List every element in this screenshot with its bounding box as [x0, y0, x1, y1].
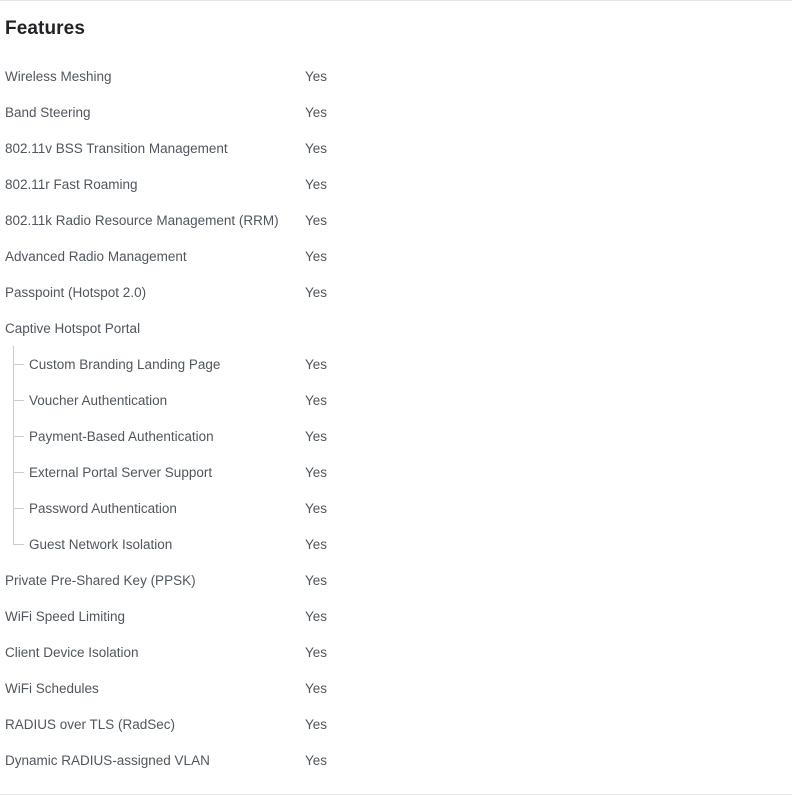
feature-row-payment-authentication: [0, 418, 792, 454]
feature-value: Yes: [305, 716, 328, 732]
feature-value: Yes: [305, 608, 328, 624]
feature-row-guest-network-isolation: [0, 526, 792, 562]
feature-value: Yes: [305, 284, 328, 300]
feature-group-label: Captive Hotspot Portal: [5, 320, 141, 336]
feature-row-wifi-schedules: [0, 670, 792, 706]
feature-value: Yes: [305, 572, 328, 588]
feature-label: Voucher Authentication: [29, 392, 168, 408]
top-divider: [0, 0, 792, 1]
feature-value: Yes: [305, 104, 328, 120]
feature-row-client-device-isolation: [0, 634, 792, 670]
feature-value: Yes: [305, 356, 328, 372]
feature-row-password-authentication: [0, 490, 792, 526]
feature-row-passpoint: [0, 274, 792, 310]
feature-value: Yes: [305, 680, 328, 696]
feature-value: Yes: [305, 68, 328, 84]
tree-vertical-line: [13, 346, 14, 544]
tree-connector: [13, 436, 24, 437]
feature-value: Yes: [305, 392, 328, 408]
feature-row-ppsk: [0, 562, 792, 598]
feature-row-dynamic-vlan: [0, 742, 792, 778]
feature-row-external-portal-server: [0, 454, 792, 490]
feature-label: WiFi Schedules: [5, 680, 99, 696]
feature-value: Yes: [305, 428, 328, 444]
feature-label: 802.11k Radio Resource Management (RRM): [5, 212, 279, 228]
feature-label: Dynamic RADIUS-assigned VLAN: [5, 752, 210, 768]
feature-label: External Portal Server Support: [29, 464, 213, 480]
tree-connector: [13, 508, 24, 509]
feature-label: Private Pre-Shared Key (PPSK): [5, 572, 196, 588]
feature-label: Band Steering: [5, 104, 91, 120]
feature-value: Yes: [305, 140, 328, 156]
feature-row-80211k: [0, 202, 792, 238]
section-title: Features: [5, 18, 86, 39]
feature-value: Yes: [305, 644, 328, 660]
feature-label: Payment-Based Authentication: [29, 428, 214, 444]
feature-value: Yes: [305, 212, 328, 228]
tree-connector: [13, 400, 24, 401]
feature-label: Advanced Radio Management: [5, 248, 187, 264]
feature-value: Yes: [305, 248, 328, 264]
feature-label: Passpoint (Hotspot 2.0): [5, 284, 147, 300]
feature-label: Password Authentication: [29, 500, 177, 516]
feature-row-radsec: [0, 706, 792, 742]
feature-row-band-steering: [0, 94, 792, 130]
feature-row-80211r: [0, 166, 792, 202]
feature-row-wifi-speed-limiting: [0, 598, 792, 634]
feature-label: 802.11v BSS Transition Management: [5, 140, 228, 156]
tree-connector: [13, 364, 24, 365]
tree-connector: [13, 472, 24, 473]
feature-value: Yes: [305, 500, 328, 516]
feature-label: RADIUS over TLS (RadSec): [5, 716, 176, 732]
features-list: [0, 58, 792, 778]
feature-label: Guest Network Isolation: [29, 536, 173, 552]
feature-label: WiFi Speed Limiting: [5, 608, 126, 624]
bottom-divider: [0, 794, 792, 795]
feature-label: Client Device Isolation: [5, 644, 139, 660]
feature-row-wireless-meshing: [0, 58, 792, 94]
feature-value: Yes: [305, 536, 328, 552]
feature-value: Yes: [305, 464, 328, 480]
feature-label: Wireless Meshing: [5, 68, 112, 84]
feature-value: Yes: [305, 176, 328, 192]
feature-label: Custom Branding Landing Page: [29, 356, 221, 372]
feature-row-captive-hotspot-portal: [0, 310, 792, 346]
feature-value: Yes: [305, 752, 328, 768]
tree-connector: [13, 544, 24, 545]
feature-row-voucher-authentication: [0, 382, 792, 418]
feature-row-80211v: [0, 130, 792, 166]
feature-label: 802.11r Fast Roaming: [5, 176, 138, 192]
feature-row-advanced-radio-management: [0, 238, 792, 274]
feature-row-custom-branding: [0, 346, 792, 382]
